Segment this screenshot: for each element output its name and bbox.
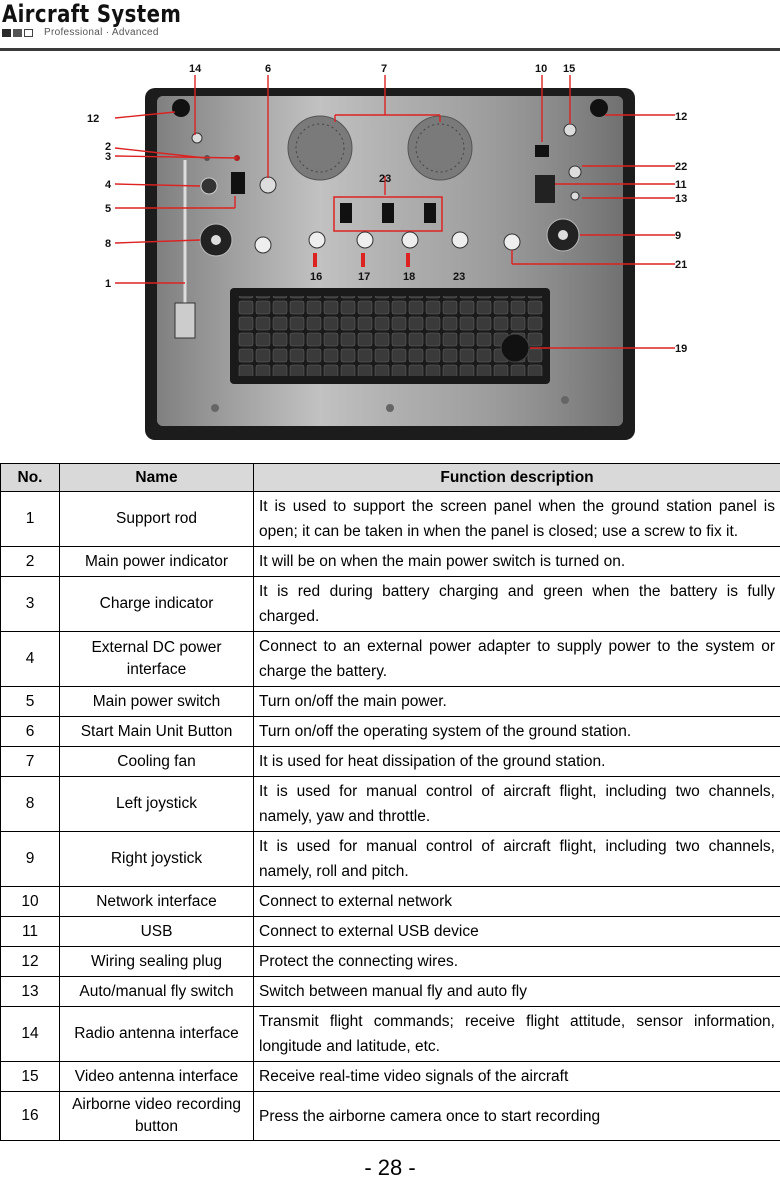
- callout-7: 7: [381, 63, 387, 75]
- row-description: Turn on/off the operating system of the ground station.: [254, 717, 780, 747]
- row-number: 1: [1, 492, 60, 547]
- brand-subtitle: Professional · Advanced: [44, 27, 159, 38]
- row-number: 2: [1, 547, 60, 577]
- row-description: It is red during battery charging and green when the battery is fully charged.: [254, 577, 780, 632]
- trackball: [501, 334, 529, 362]
- row-name: Cooling fan: [60, 747, 254, 777]
- row-description: Press the airborne camera once to start recording: [254, 1092, 780, 1141]
- row-name: Auto/manual fly switch: [60, 977, 254, 1007]
- row-name: Airborne video recording button: [60, 1092, 254, 1141]
- header-desc: Function description: [254, 464, 780, 492]
- callout-18: 18: [403, 271, 415, 283]
- row-number: 14: [1, 1007, 60, 1062]
- ground-station-figure: [85, 60, 695, 445]
- row-description: It is used for manual control of aircraft flight, including two channels, namely, roll and pitch.: [254, 832, 780, 887]
- table-row: [1, 717, 780, 747]
- page-header: [0, 0, 780, 52]
- callout-9: 9: [675, 230, 681, 242]
- row-name: Network interface: [60, 887, 254, 917]
- brand-squares: [2, 29, 35, 38]
- row-name: Wiring sealing plug: [60, 947, 254, 977]
- callout-17: 17: [358, 271, 370, 283]
- callout-8: 8: [105, 238, 111, 250]
- row-name: Start Main Unit Button: [60, 717, 254, 747]
- table-row: [1, 832, 780, 887]
- callout-10: 10: [535, 63, 547, 75]
- row-number: 4: [1, 632, 60, 687]
- row-description: Switch between manual fly and auto fly: [254, 977, 780, 1007]
- callout-14: 14: [189, 63, 202, 75]
- callout-3: 3: [105, 151, 111, 163]
- table-row: [1, 687, 780, 717]
- row-description: Transmit flight commands; receive flight attitude, sensor information, longitude and latitude, etc.: [254, 1007, 780, 1062]
- row-description: Connect to an external power adapter to supply power to the system or charge the battery.: [254, 632, 780, 687]
- plug-left: [172, 99, 190, 117]
- header-name: Name: [60, 464, 254, 492]
- row-description: It is used for heat dissipation of the ground station.: [254, 747, 780, 777]
- row-number: 16: [1, 1092, 60, 1141]
- table-row: [1, 977, 780, 1007]
- row-number: 13: [1, 977, 60, 1007]
- function-table: [0, 463, 780, 1141]
- table-row: [1, 1007, 780, 1062]
- row-description: It is used to support the screen panel when the ground station panel is open; it can be taken in when the panel is closed; use a screw to fix it.: [254, 492, 780, 547]
- row-description: Protect the connecting wires.: [254, 947, 780, 977]
- fan-right: [408, 116, 472, 180]
- callout-12-right: 12: [675, 111, 687, 123]
- callout-4: 4: [105, 179, 112, 191]
- callout-6: 6: [265, 63, 271, 75]
- table-row: [1, 547, 780, 577]
- row-number: 11: [1, 917, 60, 947]
- row-name: Radio antenna interface: [60, 1007, 254, 1062]
- callout-19: 19: [675, 343, 687, 355]
- row-number: 3: [1, 577, 60, 632]
- table-row: [1, 577, 780, 632]
- row-number: 5: [1, 687, 60, 717]
- page-number: - 28 -: [0, 1155, 780, 1181]
- header-divider: [0, 48, 780, 51]
- table-row: [1, 1062, 780, 1092]
- header-no: No.: [1, 464, 60, 492]
- callout-12-left: 12: [87, 113, 99, 125]
- row-name: Left joystick: [60, 777, 254, 832]
- row-name: Main power switch: [60, 687, 254, 717]
- table-row: [1, 917, 780, 947]
- callout-2: 2: [105, 141, 111, 153]
- callout-22: 22: [675, 161, 687, 173]
- callout-5: 5: [105, 203, 111, 215]
- table-row: [1, 887, 780, 917]
- row-name: Main power indicator: [60, 547, 254, 577]
- row-number: 8: [1, 777, 60, 832]
- callout-13: 13: [675, 193, 687, 205]
- callout-15: 15: [563, 63, 575, 75]
- table-row: [1, 492, 780, 547]
- row-name: Video antenna interface: [60, 1062, 254, 1092]
- row-name: USB: [60, 917, 254, 947]
- row-name: External DC power interface: [60, 632, 254, 687]
- ground-station-panel-illustration: [85, 60, 695, 445]
- row-number: 15: [1, 1062, 60, 1092]
- callout-11: 11: [675, 179, 687, 191]
- brand-title: Aircraft System: [2, 0, 181, 28]
- table-header-row: [1, 464, 780, 492]
- row-name: Support rod: [60, 492, 254, 547]
- table-row: [1, 1092, 780, 1141]
- row-number: 12: [1, 947, 60, 977]
- callout-1: 1: [105, 278, 111, 290]
- row-description: It will be on when the main power switch is turned on.: [254, 547, 780, 577]
- row-description: Receive real-time video signals of the aircraft: [254, 1062, 780, 1092]
- row-name: Right joystick: [60, 832, 254, 887]
- row-description: It is used for manual control of aircraft flight, including two channels, namely, yaw and throttle.: [254, 777, 780, 832]
- row-description: Turn on/off the main power.: [254, 687, 780, 717]
- callout-23-top: 23: [379, 173, 391, 185]
- row-number: 9: [1, 832, 60, 887]
- callout-16: 16: [310, 271, 322, 283]
- row-number: 7: [1, 747, 60, 777]
- table-row: [1, 777, 780, 832]
- row-description: Connect to external USB device: [254, 917, 780, 947]
- table-row: [1, 632, 780, 687]
- row-description: Connect to external network: [254, 887, 780, 917]
- callout-21: 21: [675, 259, 687, 271]
- callout-23-bottom: 23: [453, 271, 465, 283]
- row-number: 10: [1, 887, 60, 917]
- row-number: 6: [1, 717, 60, 747]
- table-row: [1, 947, 780, 977]
- fan-left: [288, 116, 352, 180]
- table-row: [1, 747, 780, 777]
- row-name: Charge indicator: [60, 577, 254, 632]
